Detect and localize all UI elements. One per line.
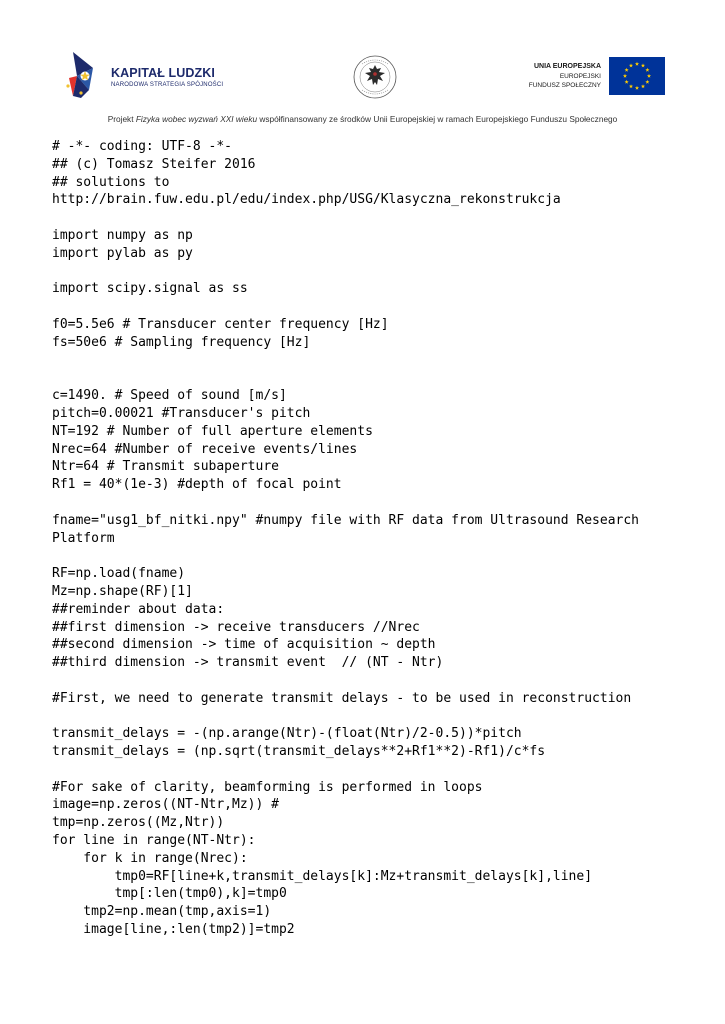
eu-social-fund-logo <box>510 56 665 98</box>
code-line: http://brain.fuw.edu.pl/edu/index.php/USG/Klasyczna_rekonstrukcja <box>52 192 561 208</box>
code-line: c=1490. # Speed of sound [m/s] <box>52 388 287 404</box>
eu-flag-icon <box>609 57 665 95</box>
eu-union-label: UNIA EUROPEJSKA <box>533 63 601 70</box>
code-line: # -*- coding: UTF-8 -*- <box>52 139 233 154</box>
code-line: image=np.zeros((NT-Ntr,Mz)) # <box>52 797 279 813</box>
code-line: ##third dimension -> transmit event // (NT - Ntr) <box>52 655 444 671</box>
code-line: image[line,:len(tmp2)]=tmp2 <box>52 922 295 938</box>
code-line <box>52 298 672 316</box>
eu-text-block <box>529 62 601 90</box>
code-line: import scipy.signal as ss <box>52 281 248 297</box>
code-line: transmit_delays = -(np.arange(Ntr)-(float(Ntr)/2-0.5))*pitch <box>52 726 522 742</box>
code-line: fname="usg1_bf_nitki.npy" #numpy file with RF data from Ultrasound Research <box>52 512 639 528</box>
code-line: #For sake of clarity, beamforming is performed in loops <box>52 779 483 795</box>
code-line: Mz=np.shape(RF)[1] <box>52 583 193 599</box>
code-line: ##reminder about data: <box>52 601 225 617</box>
code-line <box>52 369 672 387</box>
code-listing <box>52 138 672 939</box>
code-line: NT=192 # Number of full aperture elements <box>52 423 373 439</box>
project-suffix: współfinansowany ze środków Unii Europejskiej w ramach Europejskiego Funduszu Społecznego <box>257 114 618 124</box>
code-line <box>52 708 672 726</box>
code-line <box>52 761 672 779</box>
code-line: for line in range(NT-Ntr): <box>52 833 256 849</box>
code-line: Rf1 = 40*(1e-3) #depth of focal point <box>52 477 342 493</box>
page-header <box>0 0 725 130</box>
project-title: Fizyka wobec wyzwań XXI wieku <box>135 114 258 124</box>
code-line <box>52 494 672 512</box>
code-line: tmp0=RF[line+k,transmit_delays[k]:Mz+transmit_delays[k],line] <box>52 868 593 884</box>
code-line: ##first dimension -> receive transducers //Nrec <box>52 619 420 635</box>
code-line: Nrec=64 #Number of receive events/lines <box>52 441 358 457</box>
code-line: tmp[:len(tmp0),k]=tmp0 <box>52 886 287 902</box>
code-line <box>52 547 672 565</box>
code-line <box>52 209 672 227</box>
code-line: Ntr=64 # Transmit subaperture <box>52 459 279 475</box>
code-line <box>52 263 672 281</box>
code-line: fs=50e6 # Sampling frequency [Hz] <box>52 334 311 350</box>
code-line: pitch=0.00021 #Transducer's pitch <box>52 405 311 421</box>
code-line: ##second dimension -> time of acquisition ~ depth <box>52 637 436 653</box>
kapital-ludzki-emblem-icon <box>63 50 109 100</box>
code-line <box>52 672 672 690</box>
university-seal <box>352 54 398 100</box>
code-line: tmp2=np.mean(tmp,axis=1) <box>52 904 272 920</box>
code-line: ## solutions to <box>52 174 170 190</box>
code-line: ## (c) Tomasz Steifer 2016 <box>52 156 256 172</box>
code-line <box>52 352 672 370</box>
university-eagle-seal-icon <box>352 54 398 100</box>
code-line: transmit_delays = (np.sqrt(transmit_delays**2+Rf1**2)-Rf1)/c*fs <box>52 744 546 760</box>
code-line: #First, we need to generate transmit delays - to be used in reconstruction <box>52 690 632 706</box>
code-line: import pylab as py <box>52 245 193 261</box>
code-line: f0=5.5e6 # Transducer center frequency [Hz] <box>52 316 389 332</box>
project-prefix: Projekt <box>107 114 136 124</box>
eu-fund-label: FUNDUSZ SPOŁECZNY <box>528 82 601 89</box>
kapital-ludzki-subtitle: NARODOWA STRATEGIA SPÓJNOŚCI <box>111 82 224 88</box>
project-funding-line <box>0 114 725 124</box>
code-line: RF=np.load(fname) <box>52 566 186 582</box>
code-line: Platform <box>52 530 115 546</box>
code-line: for k in range(Nrec): <box>52 850 248 866</box>
code-line: tmp=np.zeros((Mz,Ntr)) <box>52 815 225 831</box>
kapital-ludzki-logo <box>63 50 243 100</box>
kapital-ludzki-title: KAPITAŁ LUDZKI <box>111 66 215 80</box>
code-line: import numpy as np <box>52 227 193 243</box>
eu-european-label: EUROPEJSKI <box>559 73 601 80</box>
